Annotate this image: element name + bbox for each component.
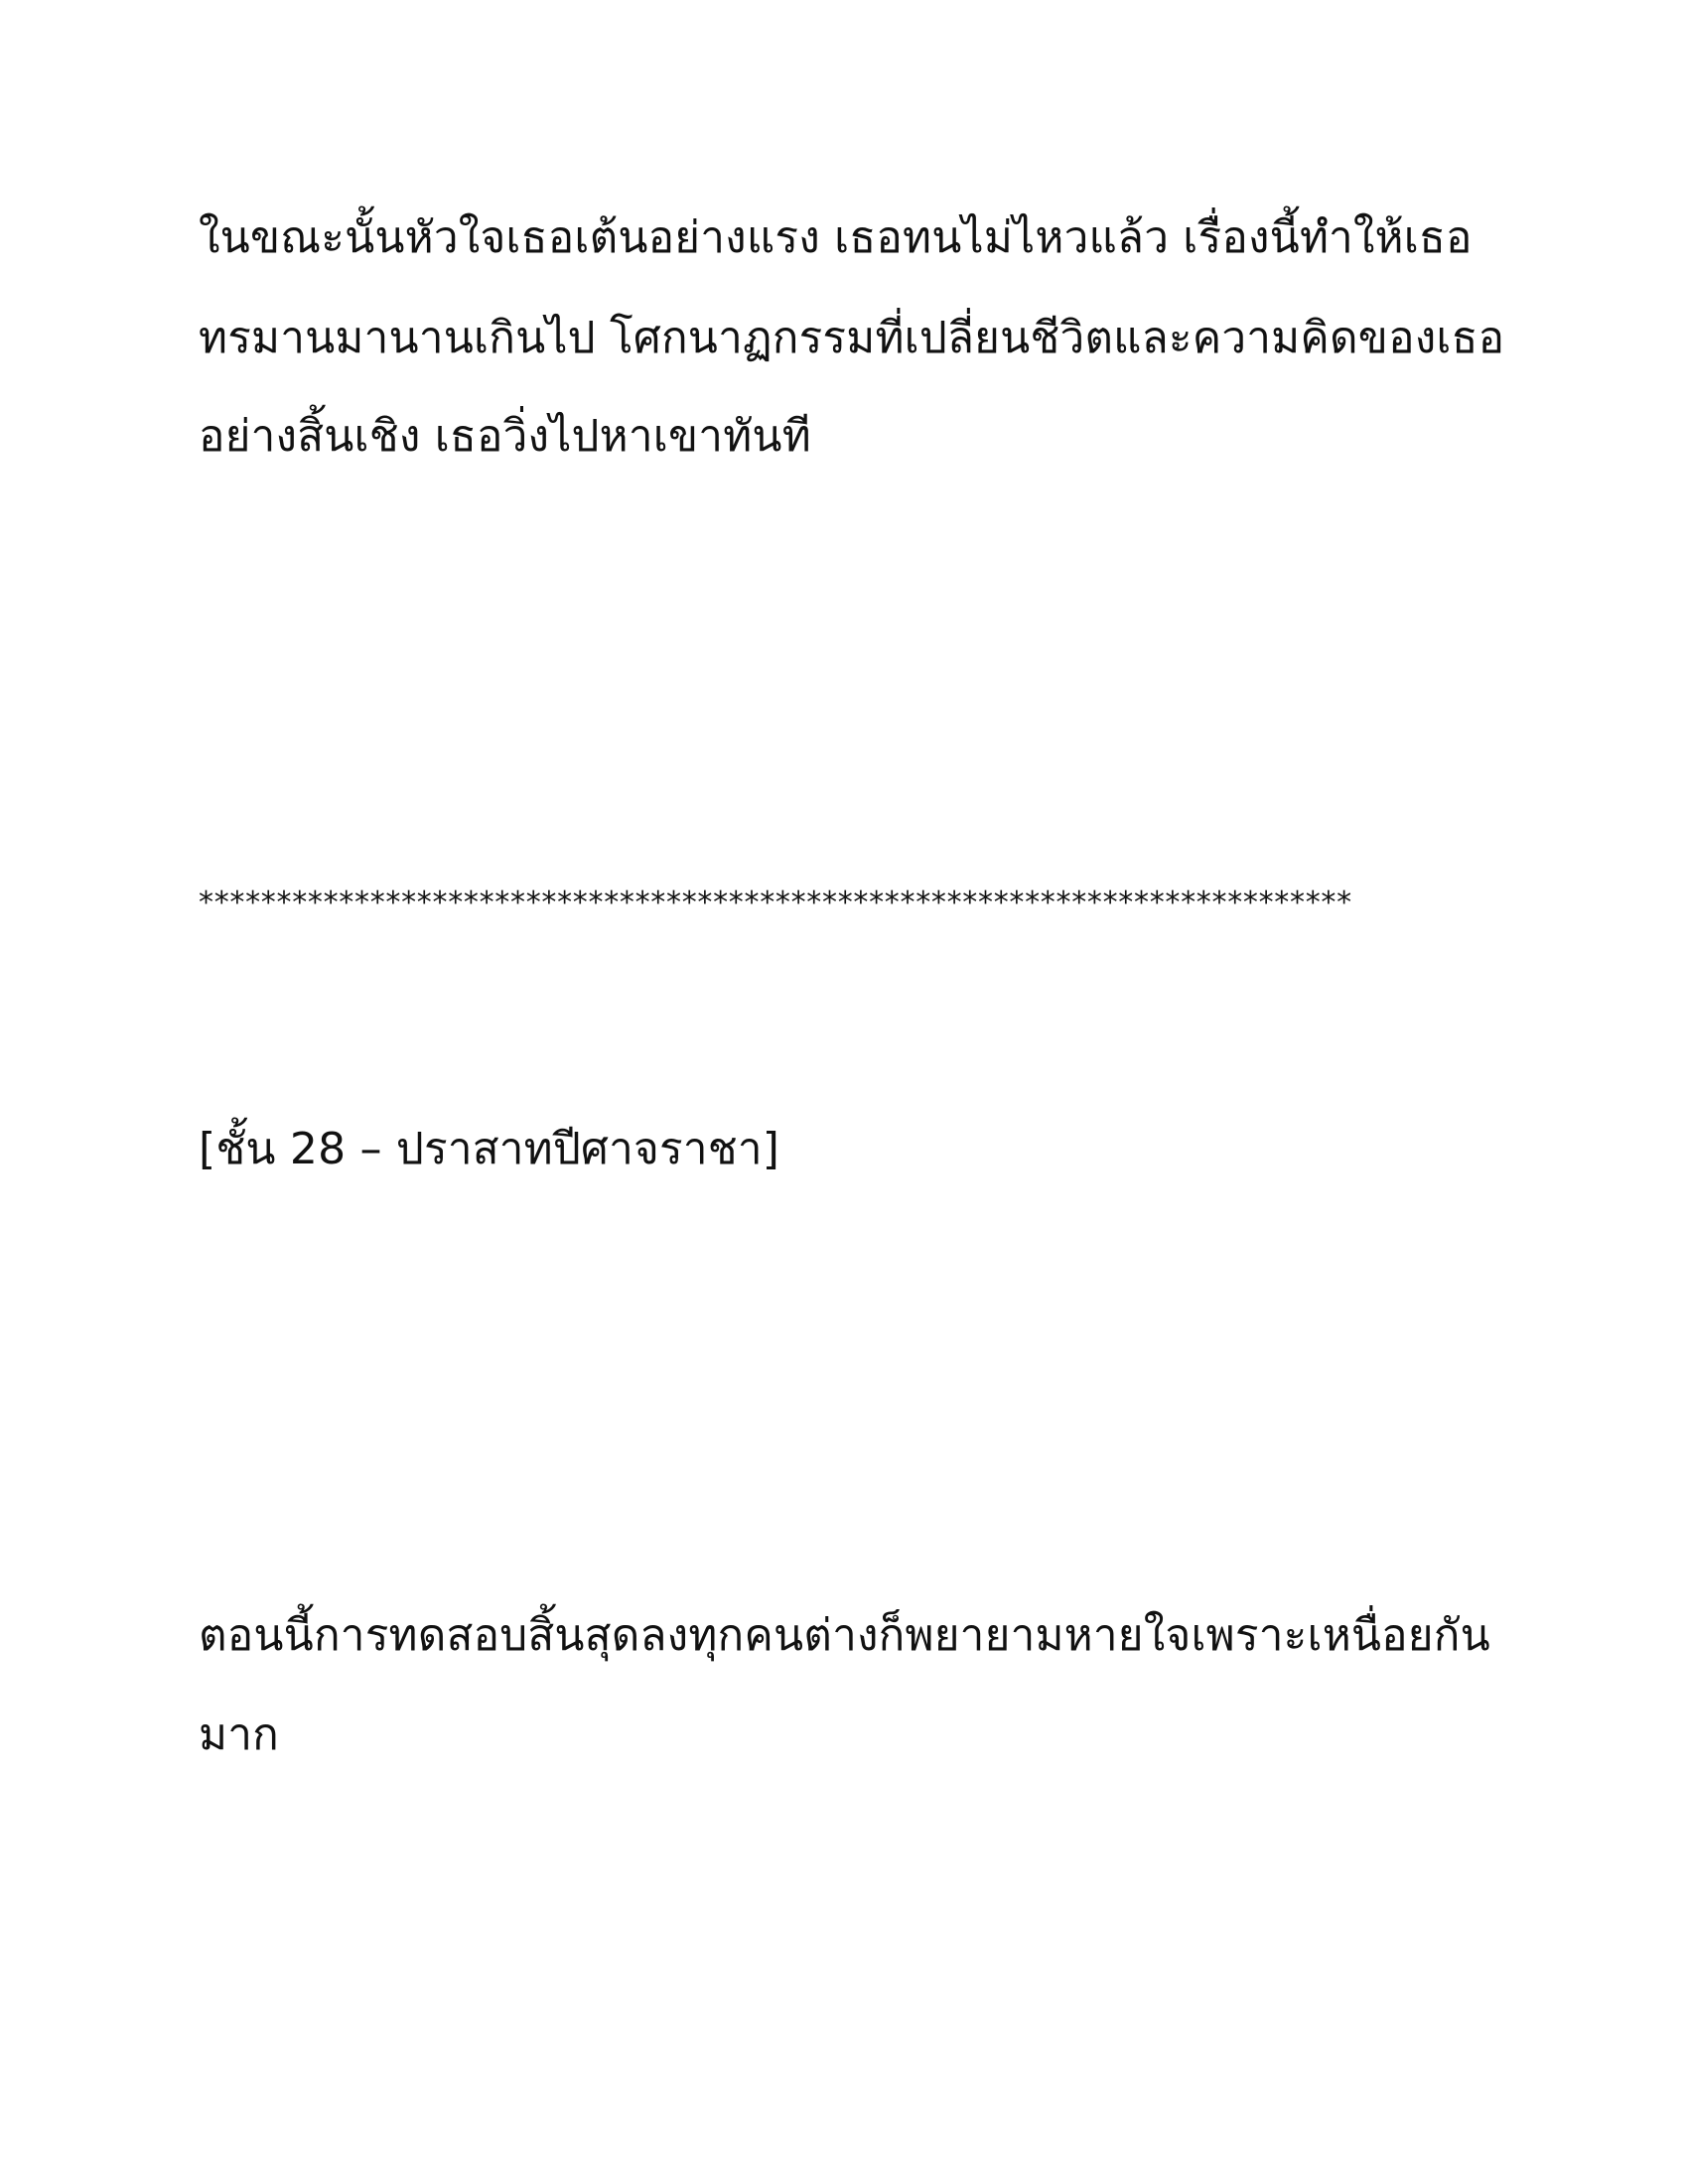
paragraph-1-line-3: อย่างสิ้นเชิง เธอวิ่งไปหาเขาทันที bbox=[199, 411, 811, 462]
paragraph-2-line-2: มาก bbox=[199, 1709, 279, 1760]
paragraph-1-line-1: ในขณะนั้นหัวใจเธอเต้นอย่างแรง เธอทนไม่ไหวแล้ว เรื่องนี้ทำให้เธอ bbox=[199, 212, 1473, 263]
paragraph-2-line-1: ตอนนี้การทดสอบสิ้นสุดลงทุกคนต่างก็พยายามหายใจเพราะเหนื่อยกัน bbox=[199, 1610, 1490, 1661]
paragraph-1-line-2: ทรมานมานานเกินไป โศกนาฏกรรมที่เปลี่ยนชีวิตและความคิดของเธอ bbox=[199, 313, 1505, 363]
section-separator: ************************************************************************** bbox=[199, 886, 1352, 920]
chapter-heading: [ชั้น 28 – ปราสาทปีศาจราชา] bbox=[199, 1124, 780, 1174]
